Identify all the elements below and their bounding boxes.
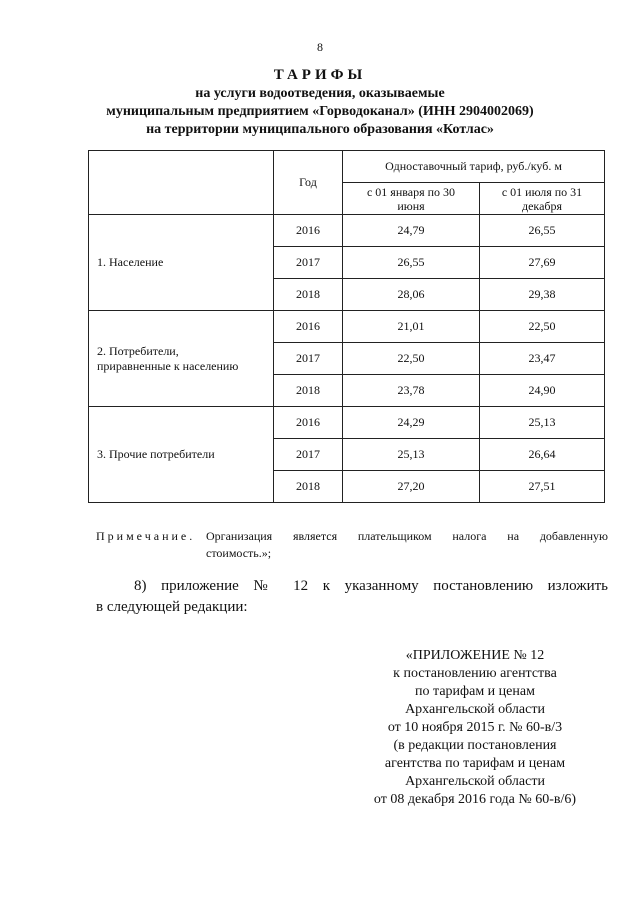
paragraph-line-2: в следующей редакции: bbox=[96, 599, 248, 615]
year-cell: 2018 bbox=[274, 375, 343, 407]
header-year: Год bbox=[274, 151, 343, 215]
document-title bbox=[0, 66, 640, 139]
tariff-h2-cell: 26,64 bbox=[480, 439, 605, 471]
header-empty-cell bbox=[89, 151, 274, 215]
year-cell: 2017 bbox=[274, 439, 343, 471]
year-cell: 2018 bbox=[274, 471, 343, 503]
appendix-line: от 08 декабря 2016 года № 60-в/6) bbox=[373, 792, 577, 807]
group-name: 3. Прочие потребители bbox=[89, 407, 274, 503]
header-period-2: с 01 июля по 31 декабря bbox=[480, 183, 605, 215]
note-line-2: стоимость.»; bbox=[206, 546, 272, 560]
tariff-table bbox=[88, 150, 605, 503]
tariff-h1-cell: 25,13 bbox=[343, 439, 480, 471]
appendix-heading bbox=[330, 647, 620, 809]
table-row bbox=[89, 407, 605, 439]
year-cell: 2016 bbox=[274, 311, 343, 343]
paragraph-line-1: 8) приложение № 12 к указанному постановлению изложить bbox=[134, 578, 608, 594]
group-name: 1. Население bbox=[89, 215, 274, 311]
header-tariff: Одноставочный тариф, руб./куб. м bbox=[343, 151, 605, 183]
tariff-h1-cell: 23,78 bbox=[343, 375, 480, 407]
appendix-line: к постановлению агентства bbox=[393, 666, 557, 681]
page-number: 8 bbox=[317, 40, 323, 54]
appendix-line: по тарифам и ценам bbox=[415, 684, 535, 699]
group-name: 2. Потребители, приравненные к населению bbox=[89, 311, 274, 407]
title-line-1: на услуги водоотведения, оказываемые bbox=[195, 86, 445, 101]
header-period-1: с 01 января по 30 июня bbox=[343, 183, 480, 215]
tariff-h2-cell: 29,38 bbox=[480, 279, 605, 311]
title-line-2: муниципальным предприятием «Горводоканал» (ИНН 2904002069) bbox=[106, 104, 534, 119]
tariff-h2-cell: 23,47 bbox=[480, 343, 605, 375]
tariff-h2-cell: 27,69 bbox=[480, 247, 605, 279]
tariff-h1-cell: 28,06 bbox=[343, 279, 480, 311]
appendix-line: Архангельской области bbox=[405, 774, 545, 789]
table-row bbox=[89, 215, 605, 247]
tariff-h1-cell: 26,55 bbox=[343, 247, 480, 279]
tariff-h2-cell: 24,90 bbox=[480, 375, 605, 407]
appendix-line: от 10 ноября 2015 г. № 60-в/3 bbox=[387, 720, 563, 735]
title-line-3: на территории муниципального образования «Котлас» bbox=[146, 122, 494, 137]
appendix-line: Архангельской области bbox=[405, 702, 545, 717]
year-cell: 2018 bbox=[274, 279, 343, 311]
tariff-h1-cell: 22,50 bbox=[343, 343, 480, 375]
year-cell: 2016 bbox=[274, 215, 343, 247]
appendix-line: «ПРИЛОЖЕНИЕ № 12 bbox=[405, 648, 545, 663]
tariff-h2-cell: 25,13 bbox=[480, 407, 605, 439]
tariff-h1-cell: 21,01 bbox=[343, 311, 480, 343]
tariff-h1-cell: 24,29 bbox=[343, 407, 480, 439]
tariff-h1-cell: 27,20 bbox=[343, 471, 480, 503]
year-cell: 2016 bbox=[274, 407, 343, 439]
note-label: Примечание. bbox=[96, 529, 196, 543]
appendix-line: (в редакции постановления bbox=[393, 738, 557, 753]
title-main: ТАРИФЫ bbox=[273, 67, 367, 83]
table-header-row bbox=[89, 151, 605, 183]
appendix-line: агентства по тарифам и ценам bbox=[384, 756, 566, 771]
year-cell: 2017 bbox=[274, 247, 343, 279]
year-cell: 2017 bbox=[274, 343, 343, 375]
note-line-1: Организация является плательщиком налога на добавленную bbox=[206, 529, 608, 543]
amendment-paragraph bbox=[96, 576, 608, 618]
tariff-h2-cell: 26,55 bbox=[480, 215, 605, 247]
tariff-h1-cell: 24,79 bbox=[343, 215, 480, 247]
tariff-h2-cell: 22,50 bbox=[480, 311, 605, 343]
tariff-h2-cell: 27,51 bbox=[480, 471, 605, 503]
note-text bbox=[206, 528, 608, 562]
table-row bbox=[89, 311, 605, 343]
